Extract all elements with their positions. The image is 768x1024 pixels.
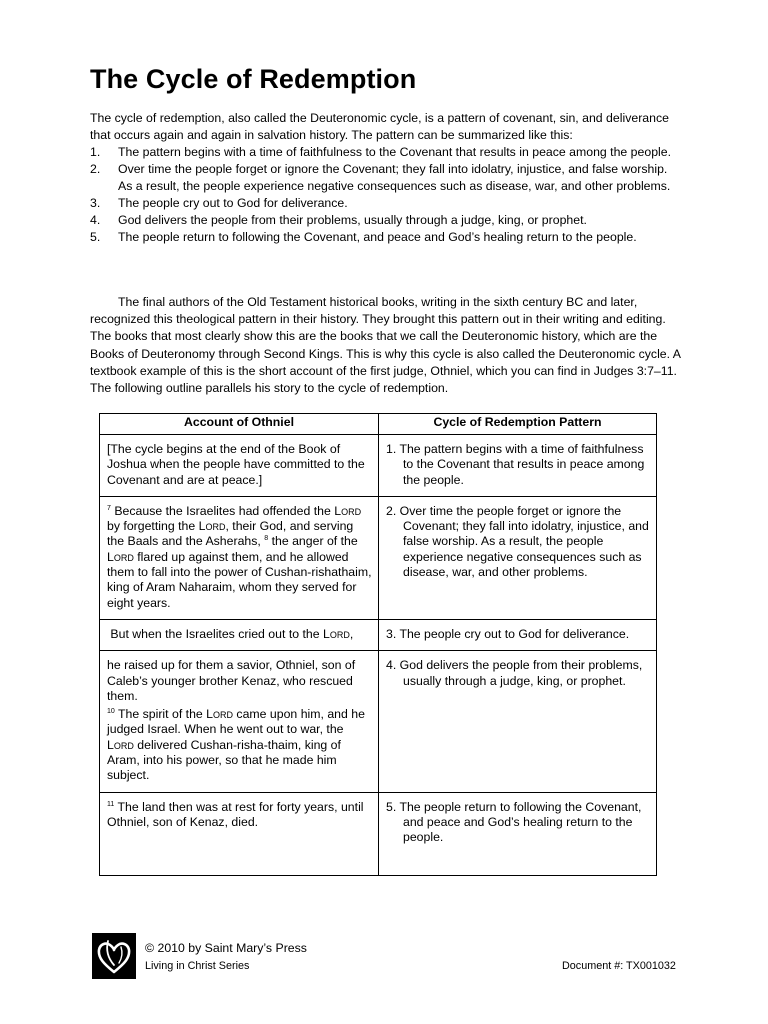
pattern-text: 3. The people cry out to God for deliverance.: [386, 626, 630, 641]
table-row: [100, 496, 657, 619]
pattern-cell: [379, 792, 657, 875]
account-text: The land then was at rest for forty years, until Othniel, son of Kenaz, died.: [107, 799, 364, 829]
account-text: came upon him, and he judged Israel. When he went out to war, the: [107, 707, 365, 737]
account-text: he raised up for them a savior, Othniel, son of Caleb’s younger brother Kenaz, who rescued them.: [107, 658, 356, 703]
page-title: The Cycle of Redemption: [90, 64, 417, 94]
pattern-cell: [379, 435, 657, 497]
step-number: 5.: [90, 230, 101, 244]
list-item: [90, 212, 680, 229]
verse-number: 11: [107, 800, 115, 808]
pattern-cell: [379, 651, 657, 792]
lord-small-caps: Lord: [198, 519, 226, 534]
lord-small-caps: Lord: [206, 707, 234, 722]
pattern-cell: [379, 619, 657, 650]
verse-number: 8: [264, 535, 269, 543]
account-text: ,: [349, 626, 354, 641]
table-header-row: [100, 414, 657, 435]
list-item: [90, 229, 680, 246]
body-paragraph: The final authors of the Old Testament historical books, writing in the sixth century BC and later, recognized this theological pattern in their history. They brought this pattern out in their writing and editing. The books that most clearly show this are the books that we call the Deuteronomic history, which are the Books of Deuteronomy through Second Kings. This is why this cycle is also called the Deuteronomic cycle. A textbook example of this is the short account of the first judge, Othniel, which you can find in Judges 3:7–11. The following outline parallels his story to the cycle of redemption.: [90, 295, 681, 396]
document-number: Document #: TX001032: [562, 960, 676, 972]
column-header-pattern: Cycle of Redemption Pattern: [379, 414, 657, 435]
lord-small-caps: Lord: [107, 549, 134, 564]
step-number: 1.: [90, 145, 101, 159]
step-text: The pattern begins with a time of faithfulness to the Covenant that results in peace among the people.: [118, 145, 672, 159]
account-cell: [100, 496, 379, 619]
pattern-text: 1. The pattern begins with a time of faithfulness to the Covenant that results in peace among the people.: [386, 442, 645, 487]
step-number: 2.: [90, 162, 101, 176]
account-cell: [100, 435, 379, 497]
lord-small-caps: Lord: [107, 737, 134, 752]
series-name: Living in Christ Series: [145, 960, 250, 972]
account-text: delivered Cushan-risha-thaim, king of Aram, into his power, so that he made him subject.: [107, 737, 341, 783]
step-text: Over time the people forget or ignore the Covenant; they fall into idolatry, injustice, and false worship. As a result, the people experience negative consequences such as disease, war, and other problems.: [118, 162, 671, 193]
list-item: [90, 195, 680, 212]
account-text: The spirit of the: [114, 707, 207, 722]
account-cell: [100, 792, 379, 875]
copyright-text: © 2010 by Saint Mary’s Press: [145, 941, 307, 955]
account-text: flared up against them, and he allowed them to fall into the power of Cushan-rishathaim, king of Aram Naharaim, whom they served for eight years.: [107, 549, 372, 610]
account-text: the anger of the: [268, 534, 358, 549]
account-text: Because the Israelites had offended the: [110, 503, 335, 518]
account-text: But when the Israelites cried out to the: [110, 626, 324, 641]
cycle-steps-list: [90, 144, 680, 246]
pattern-cell: [379, 496, 657, 619]
account-verse-block: [107, 707, 372, 783]
othniel-outline-table: [99, 413, 657, 876]
pattern-text: 2. Over time the people forget or ignore the Covenant; they fall into idolatry, injustice, and false worship. As a result, the people experience negative consequences such as disease, war, and other problems.: [386, 503, 649, 580]
pattern-text: 4. God delivers the people from their problems, usually through a judge, king, or prophet.: [386, 658, 643, 688]
intro-text: The cycle of redemption, also called the Deuteronomic cycle, is a pattern of covenant, sin, and deliverance that occurs again and again in salvation history. The pattern can be summarized like this:: [90, 111, 669, 142]
verse-number: 7: [107, 504, 111, 512]
account-cell: [100, 619, 379, 650]
step-text: God delivers the people from their problems, usually through a judge, king, or prophet.: [118, 213, 587, 227]
list-item: [90, 161, 680, 195]
step-number: 4.: [90, 213, 101, 227]
account-text: [The cycle begins at the end of the Book of Joshua when the people have committed to the Covenant and are at peace.]: [107, 442, 365, 487]
pattern-text: 5. The people return to following the Covenant, and peace and God’s healing return to the people.: [386, 799, 642, 845]
table-row: [100, 435, 657, 497]
lord-small-caps: Lord: [323, 626, 350, 641]
table-row: [100, 619, 657, 650]
step-text: The people cry out to God for deliverance.: [118, 196, 348, 210]
account-cell: [100, 651, 379, 792]
lord-small-caps: Lord: [334, 503, 362, 518]
table-row: [100, 792, 657, 875]
step-number: 3.: [90, 196, 101, 210]
table-row: [100, 651, 657, 792]
heart-logo-icon: [92, 933, 136, 979]
account-text: by forgetting the: [107, 519, 199, 534]
verse-number: 10: [107, 708, 115, 716]
account-text: , their God, and serving the Baals and the Asherahs,: [107, 519, 354, 549]
column-header-account: Account of Othniel: [100, 414, 379, 435]
step-text: The people return to following the Covenant, and peace and God’s healing return to the people.: [118, 230, 637, 244]
list-item: [90, 144, 680, 161]
intro-section: [90, 110, 680, 246]
